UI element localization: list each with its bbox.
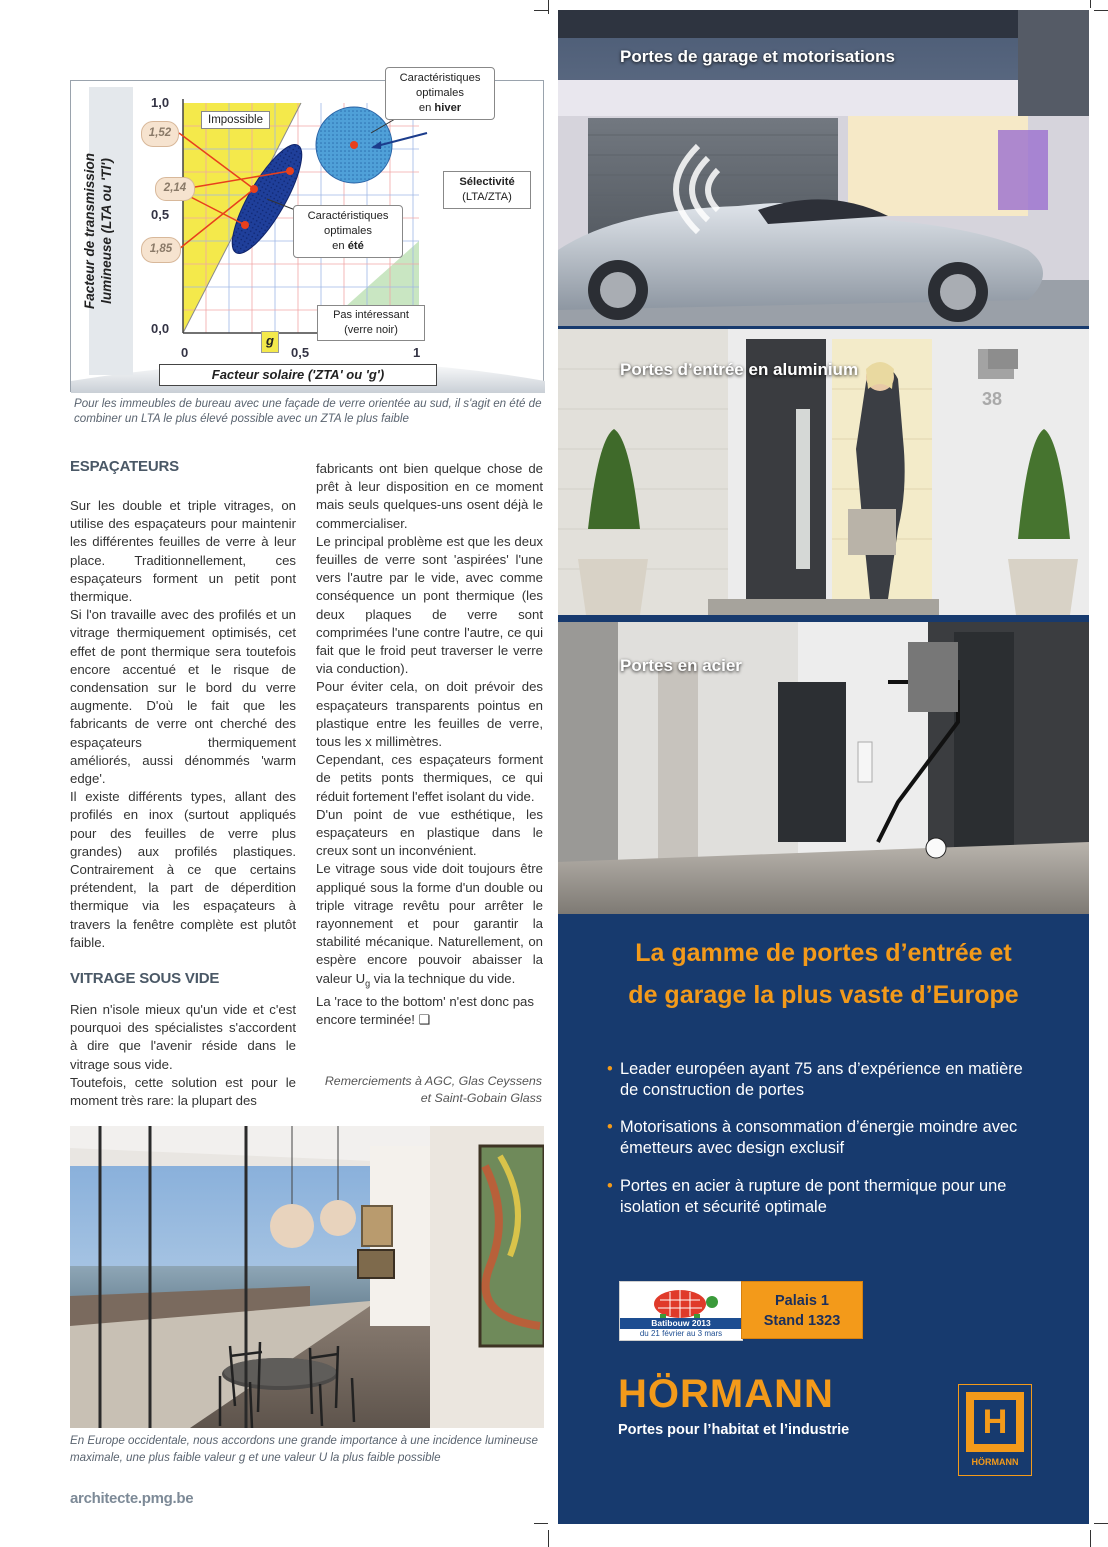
y-tick-label: 0,5 [151, 207, 170, 222]
y-tick-label: 0,0 [151, 321, 170, 336]
paragraph-text: Le vitrage sous vide doit toujours être appliqué sous la forme d'un double ou triple vitrage revêtu pour arrêter le rayonnement et pour garantir la stabilité mécanique. Naturellement, on espère encore pouvoir abaisser la valeur U [316, 861, 543, 986]
ratio-badge-text: 1,52 [148, 127, 172, 139]
stand-box [741, 1281, 863, 1339]
x-tick-label: 0 [181, 345, 189, 360]
y-axis-title-text: Facteur de transmission lumineuse (LTA ou 'Tl') [82, 152, 114, 310]
summer-callout [293, 205, 403, 258]
summer-callout-bold: été [347, 240, 364, 252]
paragraph-text: via la technique du vide. [370, 970, 516, 986]
winter-callout-line: optimales [416, 87, 464, 99]
hormann-logo-letter: H [982, 1403, 1008, 1441]
paragraph: Le principal problème est que les deux feuilles de verre sont 'aspirées' l'une vers l'autre par le vide, avec comme conséquence un pont thermique (les deux plaques de verre sont comprimées l'une contre l'autre, ce qui fait que le froid peut traverser le verre via conduction). [316, 533, 543, 677]
impossible-label: Impossible [201, 111, 270, 129]
stand-line: Stand 1323 [763, 1313, 841, 1329]
ad-headline-line: de garage la plus vaste d’Europe [628, 981, 1019, 1009]
interior-photo [70, 1126, 544, 1428]
subscript: g [365, 978, 371, 989]
batibouw-badge [619, 1281, 743, 1341]
ad-bullet-text: Leader européen ayant 75 ans d’expérience en matière de construction de portes [620, 1060, 1023, 1099]
ratio-badge [155, 177, 195, 201]
selectivity-subtitle: (LTA/ZTA) [462, 191, 512, 203]
crop-mark [1090, 1530, 1091, 1547]
paragraph: Toutefois, cette solution est pour le moment très rare: la plupart des [70, 1074, 296, 1109]
not-interesting-line: (verre noir) [344, 324, 398, 336]
paragraph: Cependant, ces espaçateurs forment de petits ponts thermiques, ce qui réduit fortement l'effet isolant du vide. [316, 752, 543, 804]
hormann-logo-text: HÖRMANN [971, 1457, 1019, 1467]
ad-headline [558, 932, 1089, 1016]
article-right-column [316, 460, 543, 1029]
crop-mark [1094, 10, 1108, 11]
ad-bullet [607, 1176, 1040, 1218]
hormann-advert [558, 10, 1089, 1524]
crop-mark [548, 0, 549, 14]
ratio-badge-text: 2,14 [163, 182, 187, 194]
bullet-dot: • [607, 1060, 613, 1078]
article-left-column [70, 497, 296, 952]
footer-url[interactable]: architecte.pmg.be [70, 1490, 194, 1507]
house-number: 38 [982, 389, 1003, 409]
paragraph: Pour éviter cela, on doit prévoir des espaçateurs transparents pointus en plastique entre les feuilles de verre, tous les x millimètres. [316, 679, 543, 750]
selectivity-label [443, 171, 531, 209]
x-axis-title [159, 364, 437, 386]
ratio-badge-text: 1,85 [149, 243, 173, 255]
ad-bullet [607, 1117, 1040, 1159]
ad-bullet-text: Motorisations à consommation d’énergie moindre avec émetteurs avec design exclusif [620, 1118, 1018, 1157]
paragraph [316, 860, 543, 992]
paragraph: Il existe différents types, allant des profilés en inox (surtout appliqués pour des feuilles de verre plus grandes) aux profilés plastiques. Contrairement à ce que certains prétendent, la part de déperdition thermique via les espaçateurs à travers la fenêtre complète est plutôt faible. [70, 789, 296, 950]
winter-marker [350, 141, 358, 149]
selectivity-diagram [70, 72, 544, 392]
summer-callout-prefix: en [332, 240, 348, 252]
entry-door-image [558, 329, 1089, 615]
paragraph: fabricants ont bien quelque chose de prêt à leur disposition en ce moment mais seuls quelques-uns osent déjà le commercialiser. [316, 461, 543, 531]
hormann-logo-icon [966, 1392, 1024, 1452]
winter-callout-line: Caractéristiques [399, 72, 481, 84]
winter-callout-line [388, 101, 492, 116]
ad-label-garage: Portes de garage et motorisations [620, 47, 895, 66]
x-tick-label: 1 [413, 345, 421, 360]
summer-callout-line [296, 239, 400, 254]
article-left-column-2 [70, 1001, 296, 1110]
photo-caption: En Europe occidentale, nous accordons une grande importance à une incidence lumineuse maximale, une plus faible valeur g et une valeur U la plus faible possible [70, 1434, 538, 1464]
paragraph: Sur les double et triple vitrages, on utilise des espaçateurs pour maintenir les différentes feuilles de verre à leur place. Traditionnellement, ces espaçateurs forment un petit pont thermique. [70, 498, 296, 605]
paragraph: D'un point de vue esthétique, les espaçateurs en plastique dans le creux sont un inconvénient. [316, 806, 543, 859]
ad-label-steel: Portes en acier [620, 656, 742, 675]
crop-mark [534, 10, 548, 11]
bullet-dot: • [607, 1118, 613, 1136]
paragraph: La 'race to the bottom' n'est donc pas encore terminée! ❑ [316, 993, 534, 1027]
x-tick-label: 0,5 [291, 345, 310, 360]
winter-callout [385, 67, 495, 120]
fair-name: Batibouw 2013 [620, 1318, 742, 1329]
summer-callout-line: optimales [324, 225, 372, 237]
selectivity-title: Sélectivité [459, 176, 515, 188]
steel-door-image [558, 622, 1089, 914]
y-tick-label: 1,0 [151, 95, 170, 110]
fair-dates: du 21 février au 3 mars [639, 1329, 723, 1338]
chart-caption: Pour les immeubles de bureau avec une façade de verre orientée au sud, il s'agit en été de combiner un LTA le plus élevé possible avec un ZTA le plus faible [74, 397, 542, 425]
ratio-badge [141, 121, 179, 147]
winter-callout-prefix: en [418, 102, 435, 114]
ad-label-entry: Portes d’entrée en aluminium [620, 360, 859, 379]
hormann-logo [958, 1384, 1032, 1476]
not-interesting-line: Pas intéressant [333, 309, 409, 321]
crop-mark [1090, 0, 1091, 8]
ratio-badge [141, 237, 181, 263]
x-axis-title-text: Facteur solaire ('ZTA' ou 'g') [211, 367, 385, 382]
bullet-dot: • [607, 1177, 613, 1195]
section-heading-vacuum: VITRAGE SOUS VIDE [70, 970, 220, 987]
crop-mark [1094, 1523, 1108, 1524]
hormann-wordmark: HÖRMANN [618, 1372, 834, 1416]
turtle-logo-icon [620, 1282, 742, 1322]
winter-callout-bold: hiver [434, 102, 462, 114]
ad-headline-line: La gamme de portes d’entrée et [635, 939, 1012, 967]
ad-bullet-text: Portes en acier à rupture de pont thermique pour une isolation et sécurité optimale [620, 1177, 1007, 1216]
g-marker-label: g [261, 331, 279, 353]
paragraph: Si l'on travaille avec des profilés et un vitrage thermiquement optimisés, cet effet de pont thermique sera toutefois encore accentué et le risque de condensation sur le bord du verre augmente. D'où le fait que les fabricants de verre ont cherché des espaçateurs thermiquement améliorés, aussi dénommés 'warm edge'. [70, 607, 296, 787]
paragraph: Rien n'isole mieux qu'un vide et c'est pourquoi des spécialistes s'accordent à dire que l'avenir réside dans le vitrage sous vide. [70, 1002, 296, 1072]
summer-callout-line: Caractéristiques [307, 210, 389, 222]
y-axis-title [77, 89, 137, 373]
acknowledgements: Remerciements à AGC, Glas Ceyssens et Saint-Gobain Glass [324, 1074, 542, 1105]
interior-photo-image [70, 1126, 544, 1428]
ad-bullet [607, 1059, 1040, 1101]
garage-image [558, 10, 1089, 326]
section-heading-spacers: ESPAÇATEURS [70, 458, 179, 475]
hormann-tagline: Portes pour l’habitat et l’industrie [618, 1422, 850, 1438]
crop-mark [534, 1523, 548, 1524]
stand-line: Palais 1 [774, 1293, 829, 1309]
crop-mark [548, 1530, 549, 1547]
not-interesting-label [317, 305, 425, 341]
